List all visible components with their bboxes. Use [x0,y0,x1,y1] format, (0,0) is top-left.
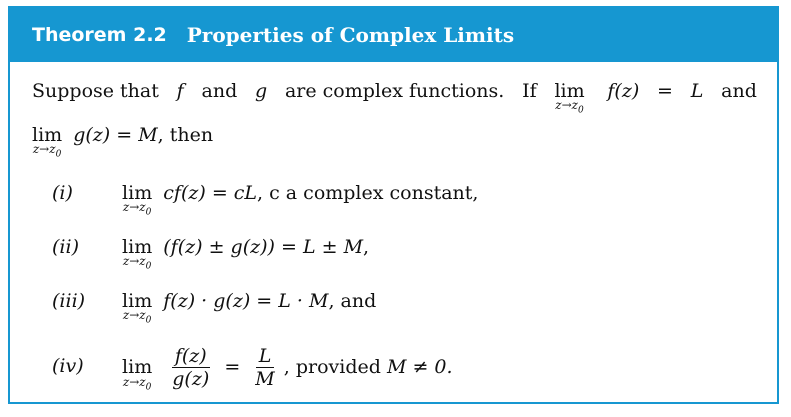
lim-sub-index: 0 [145,382,152,393]
item-eq: = [224,356,241,378]
item-label: (iii) [52,290,86,312]
intro-suppose: Suppose that [32,80,159,102]
intro-and: and [201,80,238,102]
intro-complex-functions: are complex functions. [284,80,505,102]
item-limit [122,345,153,393]
fraction-numerator: L [256,345,275,368]
item-tail: , c a complex constant, [257,182,479,204]
intro-then: , then [157,124,214,146]
item-expr: f(z) · g(z) = L · M [163,290,329,312]
item-iv [52,344,757,393]
lim-subscript [123,375,151,394]
item-tail: , and [328,290,377,312]
fraction-denominator: M [255,367,275,390]
item-condition: M ≠ 0. [386,356,453,378]
lim-subscript [123,200,151,219]
lim-word: lim [554,80,585,102]
intro-gz-eq-M: g(z) = M [73,124,158,146]
lim-subscript [33,142,61,161]
fraction-numerator: f(z) [172,345,210,368]
lim-subscript [123,308,151,327]
lim-subscript [123,254,151,273]
lim-sub-text: z→z [555,98,578,112]
lim-sub-text: z→z [122,200,146,214]
lim-word: lim [122,290,153,312]
intro-and-end: and [721,80,757,102]
lim-sub-index: 0 [578,105,584,116]
lim-sub-text: z→z [32,142,56,156]
item-tail: , provided [283,356,381,378]
item-label: (ii) [52,236,79,258]
item-expr: (f(z) ± g(z)) = L ± M [163,236,364,258]
lim-sub-text: z→z [122,308,146,322]
theorem-box [8,6,779,404]
lim-sub-index: 0 [145,207,152,218]
fraction-denominator: g(z) [172,367,210,390]
intro-L: L [690,80,704,102]
lim-word: lim [122,356,153,378]
theorem-title: Properties of Complex Limits [186,23,515,47]
intro-if: If [522,80,537,102]
intro-f: f [176,80,184,102]
item-label: (iv) [52,355,84,377]
lim-sub-index: 0 [145,261,152,272]
lim-word: lim [122,236,153,258]
fraction-LM [252,345,277,390]
item-label: (i) [52,182,73,204]
item-tail: , [363,236,370,258]
intro-eq: = [657,80,673,102]
theorem-header [10,8,777,62]
lim-word: lim [32,124,63,146]
intro-fz: f(z) [607,80,640,102]
intro-g: g [255,80,268,102]
lim-sub-text: z→z [122,375,146,389]
item-expr: cf(z) = cL [163,182,258,204]
theorem-number: Theorem 2.2 [32,24,167,46]
fraction-fg [169,345,212,390]
lim-subscript [555,98,583,117]
lim-sub-index: 0 [145,315,152,326]
lim-word: lim [122,182,153,204]
lim-sub-index: 0 [55,149,62,160]
lim-sub-text: z→z [122,254,146,268]
